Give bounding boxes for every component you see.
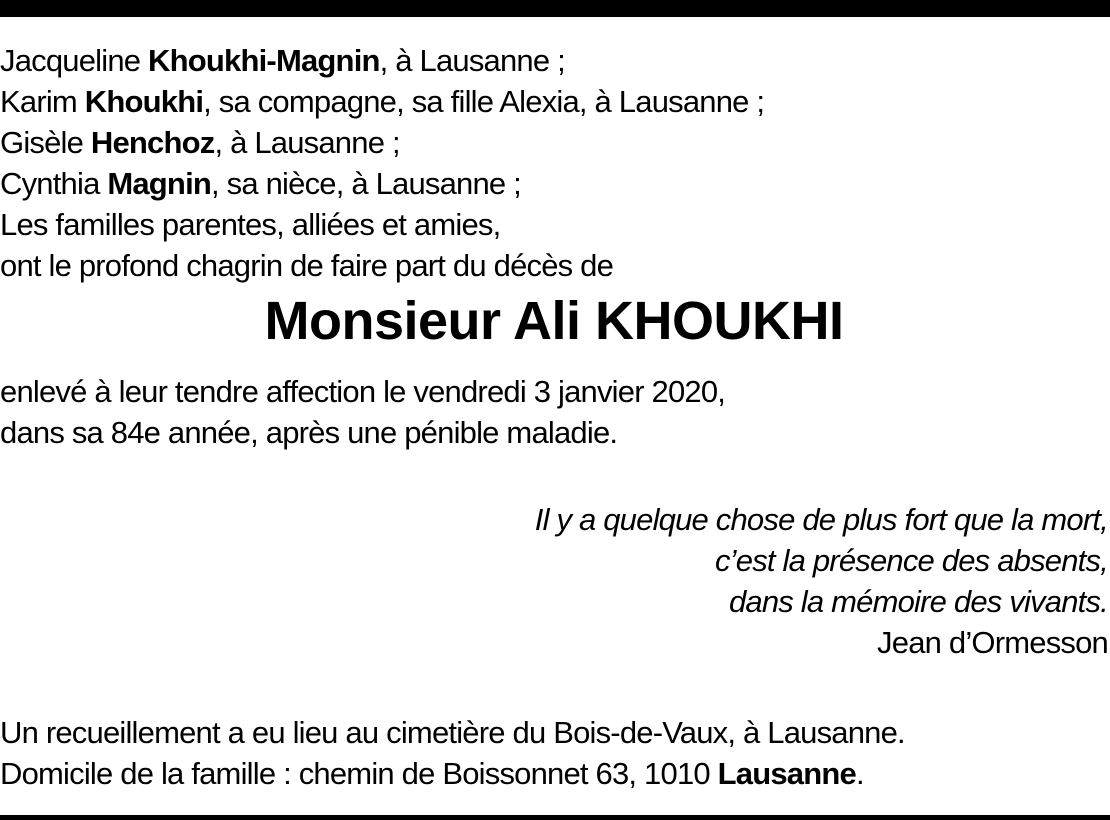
family-line-3: [0, 122, 1108, 163]
death-line-1: enlevé à leur tendre affection le vendredi 3 janvier 2020,: [0, 374, 726, 409]
family-line-1: [0, 40, 1108, 81]
quote-block: [0, 499, 1108, 663]
relation-text: , sa nièce, à Lausanne ;: [211, 166, 521, 201]
family-line-2: [0, 81, 1108, 122]
bottom-rule: [0, 815, 1110, 820]
quote-line-2: c’est la présence des absents,: [714, 543, 1108, 578]
quote-line-1: Il y a quelque chose de plus fort que la mort,: [534, 502, 1108, 537]
top-rule: [0, 0, 1110, 17]
relation-text: , sa compagne, sa fille Alexia, à Lausanne ;: [203, 84, 765, 119]
last-name: Khoukhi-Magnin: [148, 43, 380, 78]
announcement-line: ont le profond chagrin de faire part du décès de: [0, 248, 614, 283]
relation-text: , à Lausanne ;: [214, 125, 400, 160]
address-line: [0, 753, 1108, 794]
quote-line-3: dans la mémoire des vivants.: [728, 584, 1108, 619]
obituary-notice: [0, 40, 1108, 794]
families-line: Les familles parentes, alliées et amies,: [0, 207, 501, 242]
last-name: Henchoz: [90, 125, 215, 160]
address-text: Domicile de la famille : chemin de Boissonnet 63, 1010: [0, 756, 718, 791]
first-name: Karim: [0, 84, 85, 119]
quote-author: Jean d’Ormesson: [877, 625, 1108, 660]
last-name: Khoukhi: [84, 84, 204, 119]
address-period: .: [855, 756, 864, 791]
deceased-name: Monsieur Ali KHOUKHI: [264, 291, 844, 351]
family-line-4: [0, 163, 1108, 204]
address-city: Lausanne: [717, 756, 856, 791]
first-name: Cynthia: [0, 166, 108, 201]
last-name: Magnin: [107, 166, 212, 201]
first-name: Jacqueline: [0, 43, 149, 78]
relation-text: , à Lausanne ;: [379, 43, 565, 78]
death-line-2: dans sa 84e année, après une pénible maladie.: [0, 415, 618, 450]
first-name: Gisèle: [0, 125, 91, 160]
ceremony-line: Un recueillement a eu lieu au cimetière du Bois-de-Vaux, à Lausanne.: [0, 715, 905, 750]
